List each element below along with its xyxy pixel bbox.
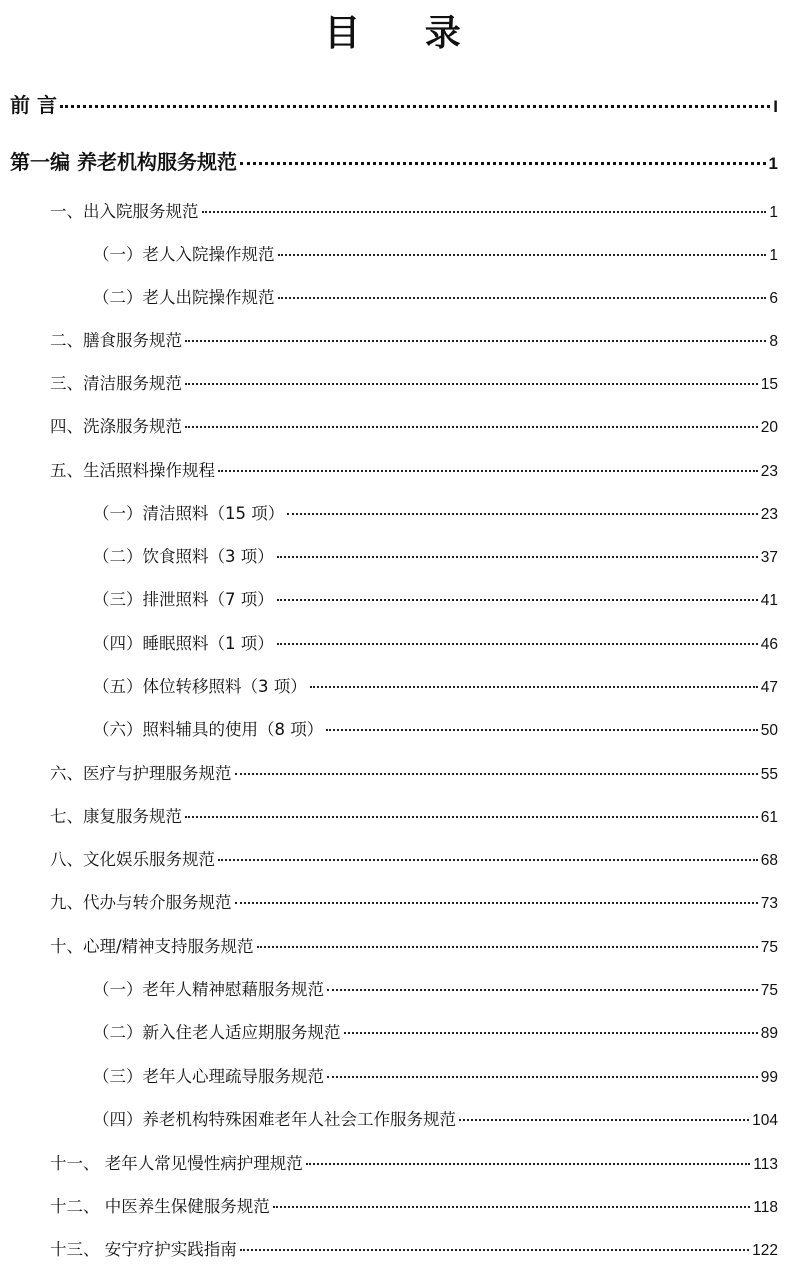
toc-entry[interactable] <box>50 329 778 353</box>
dot-leader <box>278 254 767 256</box>
toc-entry-page: 47 <box>760 679 778 696</box>
toc-entry[interactable] <box>50 935 778 959</box>
toc-entry-page: 113 <box>753 1156 778 1173</box>
toc-entry-page: 23 <box>760 463 778 480</box>
toc-entry-label: 前 言 <box>10 93 57 117</box>
toc-entry[interactable] <box>50 762 778 786</box>
toc-entry-label: 十、心理/精神支持服务规范 <box>50 937 254 956</box>
toc-entry-page: I <box>773 97 778 116</box>
toc-entry-label: 十二、 中医养生保健服务规范 <box>50 1197 270 1216</box>
toc-entry-page: 89 <box>760 1025 778 1042</box>
toc-entry-label: （四）养老机构特殊困难老年人社会工作服务规范 <box>93 1110 456 1129</box>
toc-entry-page: 46 <box>760 636 778 653</box>
toc-entry-label: （三）排泄照料（7 项） <box>93 590 274 609</box>
dot-leader <box>277 599 758 601</box>
dot-leader <box>344 1032 758 1034</box>
toc-entry[interactable] <box>50 415 778 439</box>
toc-entry-page: 73 <box>760 895 778 912</box>
toc-entry-page: 37 <box>760 549 778 566</box>
dot-leader <box>185 340 766 342</box>
dot-leader <box>218 859 758 861</box>
toc-entry-label: 二、膳食服务规范 <box>50 331 182 350</box>
toc-entry-label: 七、康复服务规范 <box>50 807 182 826</box>
toc-entry[interactable] <box>50 459 778 483</box>
toc-entry-label: 四、洗涤服务规范 <box>50 417 182 436</box>
toc-entry-page: 1 <box>769 204 778 221</box>
toc-entry-page: 15 <box>760 376 778 393</box>
dot-leader <box>202 211 767 213</box>
dot-leader <box>327 1076 758 1078</box>
dot-leader <box>277 556 758 558</box>
dot-leader <box>185 816 758 818</box>
toc-entry-label: （一）老人入院操作规范 <box>93 245 275 264</box>
toc-entry-page: 104 <box>752 1112 778 1129</box>
toc-entry-label: 十三、 安宁疗护实践指南 <box>50 1240 237 1259</box>
toc-entry-page: 118 <box>753 1199 778 1216</box>
dot-leader <box>60 105 770 108</box>
toc-entry[interactable] <box>93 1108 778 1132</box>
dot-leader <box>459 1119 749 1121</box>
toc-entry[interactable] <box>93 675 778 699</box>
toc-entry[interactable] <box>50 200 778 224</box>
toc-entry-page: 50 <box>760 722 778 739</box>
toc-entry-label: （六）照料辅具的使用（8 项） <box>93 720 324 739</box>
toc-entry-label: （二）新入住老人适应期服务规范 <box>93 1023 341 1042</box>
dot-leader <box>185 383 758 385</box>
toc-entry[interactable] <box>50 1152 778 1176</box>
toc-entry[interactable] <box>50 1238 778 1262</box>
toc-entry-label: （一）老年人精神慰藉服务规范 <box>93 980 324 999</box>
toc-entry-label: （三）老年人心理疏导服务规范 <box>93 1067 324 1086</box>
dot-leader <box>240 162 766 165</box>
toc-entry[interactable] <box>50 1195 778 1219</box>
toc-entry-page: 55 <box>760 766 778 783</box>
dot-leader <box>185 426 758 428</box>
toc-entry-label: （二）老人出院操作规范 <box>93 288 275 307</box>
dot-leader <box>278 297 767 299</box>
toc-entry-page: 122 <box>752 1242 778 1259</box>
toc-entry[interactable] <box>50 805 778 829</box>
toc-entry-page: 23 <box>760 506 778 523</box>
toc-entry[interactable] <box>50 372 778 396</box>
dot-leader <box>257 946 758 948</box>
toc-entry[interactable] <box>93 978 778 1002</box>
toc-entry[interactable] <box>93 286 778 310</box>
toc-entry-page: 1 <box>768 154 778 173</box>
toc-entry-label: 第一编 养老机构服务规范 <box>10 150 237 174</box>
toc-entry-part-one[interactable] <box>10 148 778 176</box>
toc-entry[interactable] <box>93 1065 778 1089</box>
toc-entry[interactable] <box>50 848 778 872</box>
dot-leader <box>327 989 758 991</box>
toc-entry[interactable] <box>93 243 778 267</box>
toc-entry[interactable] <box>93 632 778 656</box>
toc-entry-page: 75 <box>760 982 778 999</box>
toc-entry-page: 99 <box>760 1069 778 1086</box>
page-title: 目 录 <box>324 13 487 54</box>
toc-entry-label: 五、生活照料操作规程 <box>50 461 215 480</box>
dot-leader <box>287 513 758 515</box>
toc-entry[interactable] <box>50 891 778 915</box>
toc-entry-page: 68 <box>760 852 778 869</box>
dot-leader <box>306 1163 751 1165</box>
dot-leader <box>218 470 758 472</box>
dot-leader <box>326 729 758 731</box>
toc-entry-label: （四）睡眠照料（1 项） <box>93 634 274 653</box>
toc-entry[interactable] <box>93 588 778 612</box>
toc-entry-label: 十一、 老年人常见慢性病护理规范 <box>50 1154 303 1173</box>
toc-entry-label: （五）体位转移照料（3 项） <box>93 677 307 696</box>
toc-entry-preface[interactable] <box>10 91 778 119</box>
toc-entry[interactable] <box>93 718 778 742</box>
dot-leader <box>235 902 758 904</box>
toc-entry-label: （二）饮食照料（3 项） <box>93 547 274 566</box>
toc-entry-page: 20 <box>760 419 778 436</box>
toc-entry-page: 1 <box>769 247 778 264</box>
dot-leader <box>235 773 758 775</box>
toc-entry-page: 8 <box>769 333 778 350</box>
dot-leader <box>277 643 758 645</box>
toc-entry[interactable] <box>93 545 778 569</box>
toc-entry-label: （一）清洁照料（15 项） <box>93 504 285 523</box>
dot-leader <box>273 1206 751 1208</box>
toc-entry[interactable] <box>93 1021 778 1045</box>
toc-entry-label: 八、文化娱乐服务规范 <box>50 850 215 869</box>
toc-entry-page: 6 <box>769 290 778 307</box>
toc-entry-label: 一、出入院服务规范 <box>50 202 199 221</box>
toc-entry[interactable] <box>93 502 778 526</box>
toc-entry-page: 61 <box>760 809 778 826</box>
dot-leader <box>310 686 758 688</box>
toc-entry-label: 六、医疗与护理服务规范 <box>50 764 232 783</box>
toc-entry-label: 九、代办与转介服务规范 <box>50 893 232 912</box>
dot-leader <box>240 1249 749 1251</box>
toc-entry-page: 75 <box>760 939 778 956</box>
toc-entry-label: 三、清洁服务规范 <box>50 374 182 393</box>
toc-entry-page: 41 <box>760 592 778 609</box>
